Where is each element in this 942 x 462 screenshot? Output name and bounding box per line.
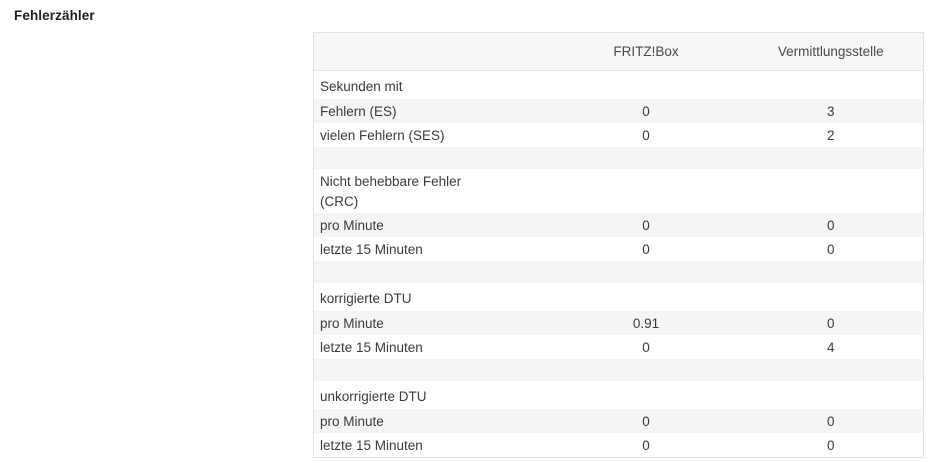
cell-fritzbox: 0 [554, 213, 739, 237]
error-counter-table-wrap [313, 32, 923, 458]
table-row [314, 237, 924, 261]
cell-fritzbox [554, 147, 739, 169]
table-row [314, 433, 924, 458]
row-label: pro Minute [314, 311, 554, 335]
row-label: letzte 15 Minuten [314, 433, 554, 458]
cell-fritzbox: 0 [554, 335, 739, 359]
cell-exchange: 4 [739, 335, 924, 359]
cell-fritzbox [554, 381, 739, 409]
table-header-row [314, 33, 924, 71]
cell-fritzbox [554, 169, 739, 213]
cell-exchange [739, 71, 924, 100]
cell-exchange: 2 [739, 123, 924, 147]
cell-fritzbox [554, 71, 739, 100]
table-row [314, 283, 924, 311]
table-row [314, 169, 924, 213]
cell-fritzbox: 0.91 [554, 311, 739, 335]
row-group-label: Nicht behebbare Fehler (CRC) [314, 169, 554, 213]
cell-exchange [739, 169, 924, 213]
cell-fritzbox [554, 261, 739, 283]
cell-fritzbox: 0 [554, 123, 739, 147]
row-label: letzte 15 Minuten [314, 335, 554, 359]
table-row [314, 99, 924, 123]
cell-exchange: 0 [739, 409, 924, 433]
table-spacer-row [314, 261, 924, 283]
table-spacer-row [314, 147, 924, 169]
table-row [314, 71, 924, 100]
page-title: Fehlerzähler [14, 8, 95, 23]
table-row [314, 381, 924, 409]
table-body [314, 71, 924, 458]
table-row [314, 335, 924, 359]
table-row [314, 409, 924, 433]
table-row [314, 213, 924, 237]
cell-exchange [739, 261, 924, 283]
cell-exchange: 0 [739, 237, 924, 261]
row-group-label: korrigierte DTU [314, 283, 554, 311]
row-label [314, 147, 554, 169]
column-header-label [314, 33, 554, 71]
table-row [314, 123, 924, 147]
cell-fritzbox: 0 [554, 99, 739, 123]
cell-fritzbox: 0 [554, 433, 739, 458]
cell-exchange [739, 147, 924, 169]
cell-fritzbox [554, 283, 739, 311]
cell-fritzbox [554, 359, 739, 381]
cell-exchange: 0 [739, 311, 924, 335]
cell-fritzbox: 0 [554, 409, 739, 433]
column-header-fritzbox: FRITZ!Box [554, 33, 739, 71]
table-row [314, 311, 924, 335]
row-group-label: unkorrigierte DTU [314, 381, 554, 409]
cell-exchange [739, 381, 924, 409]
row-label [314, 359, 554, 381]
error-counter-table [313, 32, 924, 458]
cell-exchange [739, 283, 924, 311]
row-group-label: Sekunden mit [314, 71, 554, 100]
row-label: pro Minute [314, 409, 554, 433]
row-label: Fehlern (ES) [314, 99, 554, 123]
cell-fritzbox: 0 [554, 237, 739, 261]
cell-exchange: 0 [739, 213, 924, 237]
cell-exchange: 3 [739, 99, 924, 123]
row-label [314, 261, 554, 283]
column-header-exchange: Vermittlungsstelle [739, 33, 924, 71]
table-spacer-row [314, 359, 924, 381]
cell-exchange [739, 359, 924, 381]
table-header [314, 33, 924, 71]
row-label: letzte 15 Minuten [314, 237, 554, 261]
cell-exchange: 0 [739, 433, 924, 458]
row-label: vielen Fehlern (SES) [314, 123, 554, 147]
row-label: pro Minute [314, 213, 554, 237]
